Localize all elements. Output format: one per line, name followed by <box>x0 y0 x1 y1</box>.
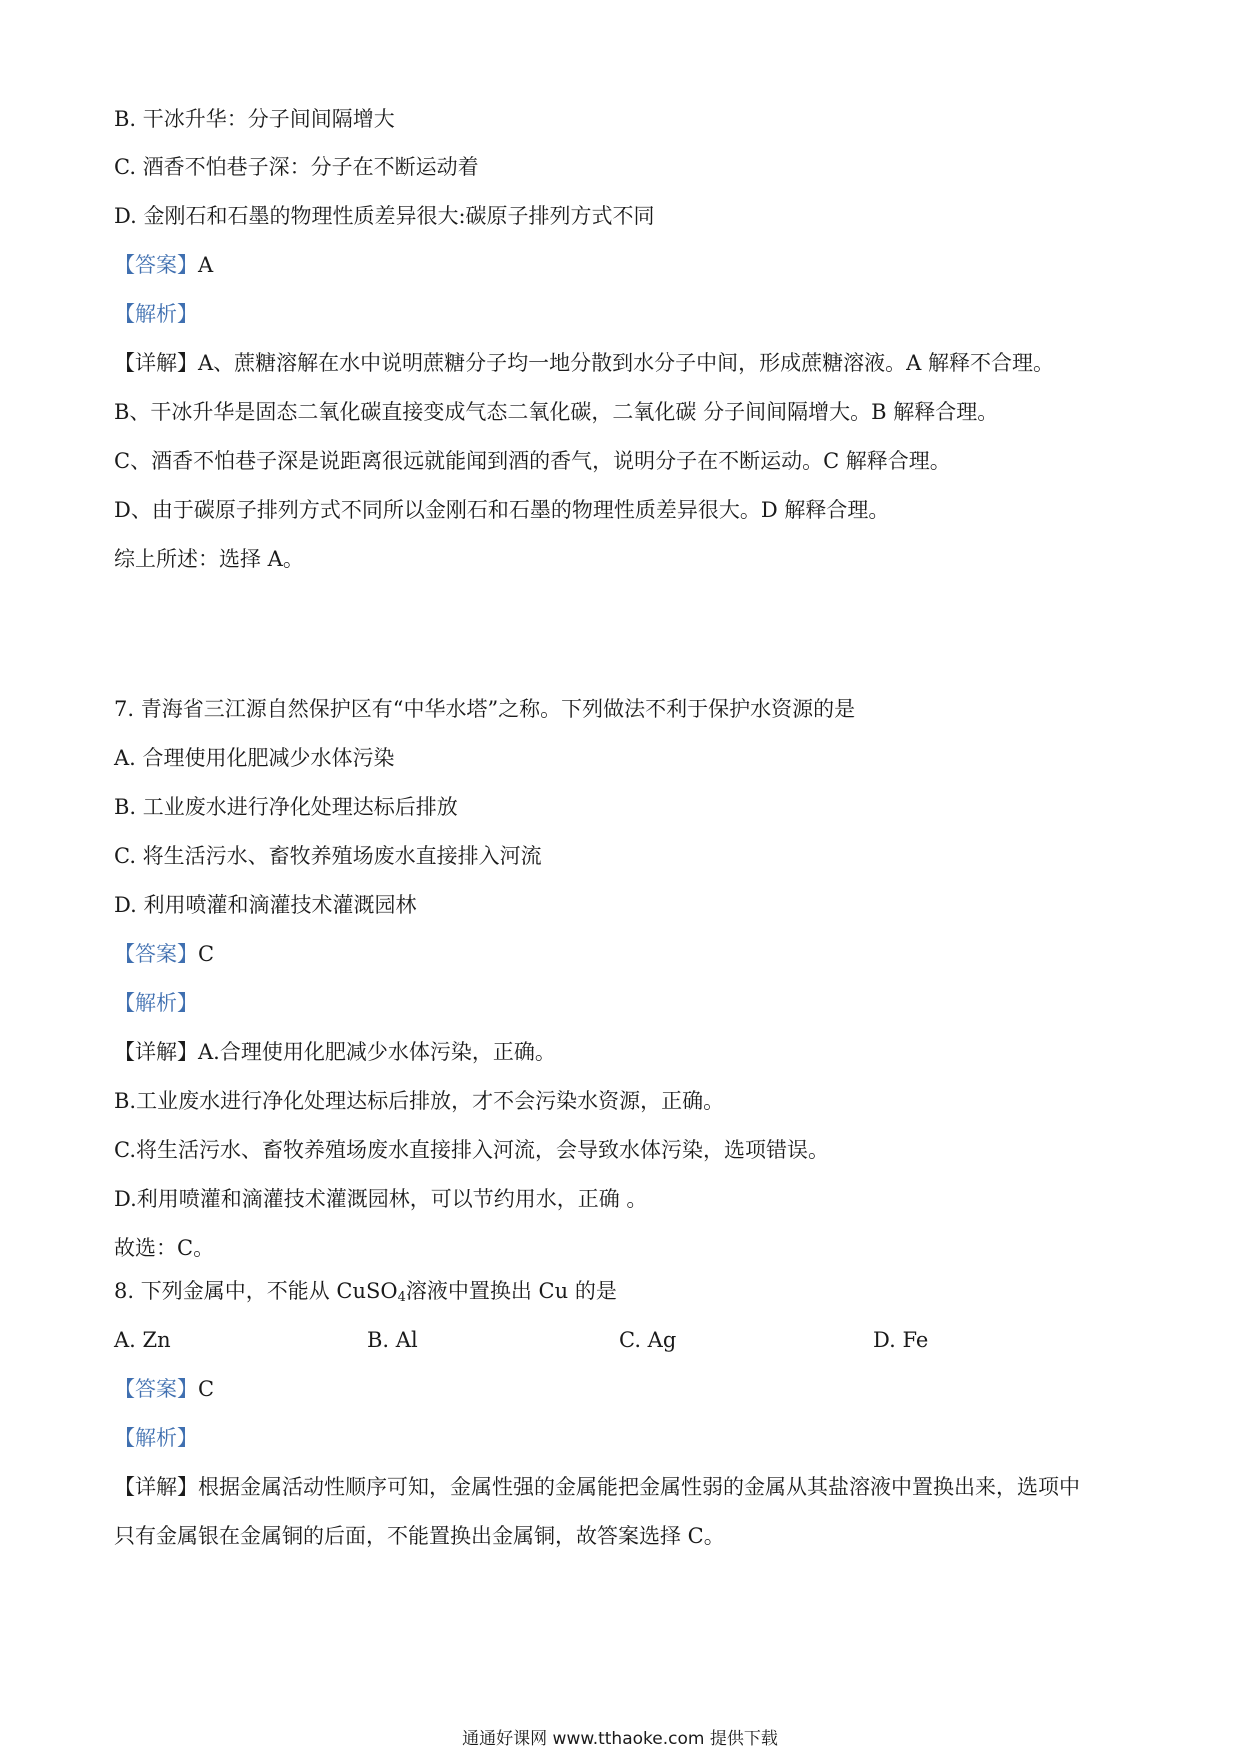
detail-tag: 【详解】 <box>114 1040 198 1064</box>
q7-option-c: C. 将生活污水、畜牧养殖场废水直接排入河流 <box>114 844 542 868</box>
q7-answer <box>114 939 214 969</box>
detail-text: 根据金属活动性顺序可知，金属性强的金属能把金属性弱的金属从其盐溶液中置换出来，选项中 <box>198 1475 1080 1499</box>
answer-tag: 【答案】 <box>114 1377 198 1401</box>
q6-detail-b: B、干冰升华是固态二氧化碳直接变成气态二氧化碳，二氧化碳 分子间间隔增大。B 解释合理。 <box>114 400 999 424</box>
q7-option-a: A. 合理使用化肥减少水体污染 <box>114 746 395 770</box>
q8-option-b: B. Al <box>367 1328 418 1352</box>
q7-summary: 故选：C。 <box>114 1236 215 1260</box>
q7-detail-a <box>114 1037 556 1067</box>
q6-option-c: C. 酒香不怕巷子深：分子在不断运动着 <box>114 155 479 179</box>
q6-analysis-tag <box>114 299 198 329</box>
q6-detail-c: C、酒香不怕巷子深是说距离很远就能闻到酒的香气，说明分子在不断运动。C 解释合理。 <box>114 449 951 473</box>
q6-detail-a <box>114 348 1054 378</box>
q8-option-d: D. Fe <box>873 1328 929 1352</box>
analysis-tag: 【解析】 <box>114 1426 198 1450</box>
answer-value: C <box>198 1377 215 1401</box>
page-footer: 通通好课网 www.tthaoke.com 提供下载 <box>462 1729 778 1749</box>
q8-option-a: A. Zn <box>114 1328 171 1352</box>
detail-text: A、蔗糖溶解在水中说明蔗糖分子均一地分散到水分子中间，形成蔗糖溶液。A 解释不合理。 <box>198 351 1055 375</box>
q8-question-subscript: 4 <box>397 1290 406 1305</box>
q7-option-b: B. 工业废水进行净化处理达标后排放 <box>114 795 458 819</box>
q8-option-c: C. Ag <box>619 1328 677 1352</box>
q6-detail-d: D、由于碳原子排列方式不同所以金刚石和石墨的物理性质差异很大。D 解释合理。 <box>114 498 890 522</box>
q7-detail-c: C.将生活污水、畜牧养殖场废水直接排入河流，会导致水体污染，选项错误。 <box>114 1138 829 1162</box>
q6-answer <box>114 250 213 280</box>
q6-summary: 综上所述：选择 A。 <box>114 547 304 571</box>
q7-detail-d: D.利用喷灌和滴灌技术灌溉园林，可以节约用水，正确 。 <box>114 1187 648 1211</box>
analysis-tag: 【解析】 <box>114 302 198 326</box>
answer-tag: 【答案】 <box>114 942 198 966</box>
analysis-tag: 【解析】 <box>114 991 198 1015</box>
q8-question-before: 8. 下列金属中，不能从 CuSO <box>114 1279 398 1303</box>
q8-analysis-tag <box>114 1423 198 1453</box>
q6-option-d: D. 金刚石和石墨的物理性质差异很大:碳原子排列方式不同 <box>114 204 655 228</box>
q7-question: 7. 青海省三江源自然保护区有“中华水塔”之称。下列做法不利于保护水资源的是 <box>114 697 856 721</box>
q7-detail-b: B.工业废水进行净化处理达标后排放，才不会污染水资源，正确。 <box>114 1089 725 1113</box>
answer-value: C <box>198 942 215 966</box>
q8-detail-line1 <box>114 1472 1080 1502</box>
answer-value: A <box>198 253 214 277</box>
answer-tag: 【答案】 <box>114 253 198 277</box>
detail-text: A.合理使用化肥减少水体污染，正确。 <box>198 1040 556 1064</box>
q8-answer <box>114 1374 214 1404</box>
detail-tag: 【详解】 <box>114 1475 198 1499</box>
q8-question-after: 溶液中置换出 Cu 的是 <box>405 1279 617 1303</box>
q8-question <box>114 1276 617 1306</box>
q8-detail-line2: 只有金属银在金属铜的后面，不能置换出金属铜，故答案选择 C。 <box>114 1524 725 1548</box>
detail-tag: 【详解】 <box>114 351 198 375</box>
q7-analysis-tag <box>114 988 198 1018</box>
q6-option-b: B. 干冰升华：分子间间隔增大 <box>114 107 395 131</box>
q7-option-d: D. 利用喷灌和滴灌技术灌溉园林 <box>114 893 417 917</box>
